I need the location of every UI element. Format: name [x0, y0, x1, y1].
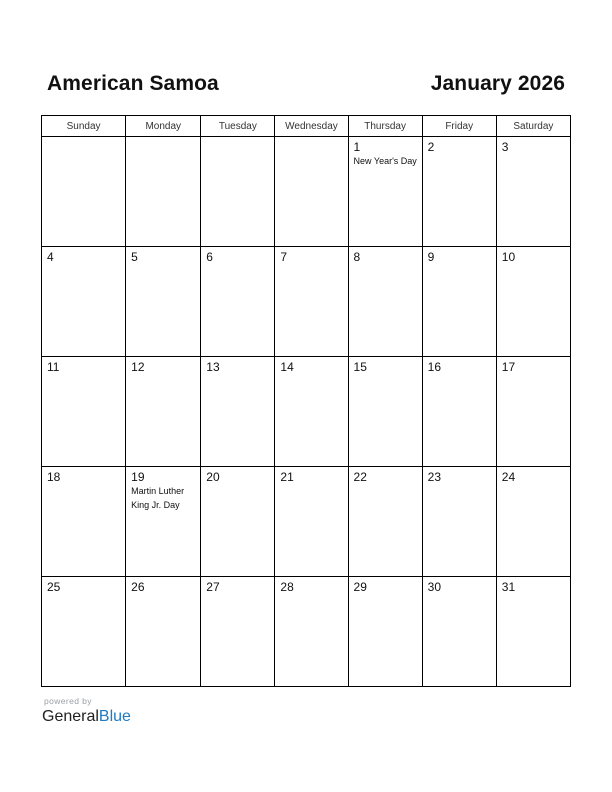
day-cell: [496, 247, 570, 357]
day-number: 2: [427, 140, 435, 154]
brand-name: [42, 708, 131, 726]
day-number: 27: [206, 580, 220, 594]
day-cell: [496, 137, 570, 247]
day-cell: [201, 247, 275, 357]
day-number: 3: [501, 140, 509, 154]
day-number: 26: [131, 580, 145, 594]
day-cell: [348, 137, 422, 247]
holiday-label: Martin Luther King Jr. Day: [131, 486, 185, 510]
day-number: 18: [47, 470, 61, 484]
day-number: 29: [353, 580, 367, 594]
day-cell: [348, 467, 422, 577]
week-row: [42, 577, 571, 687]
holiday-label: New Year's Day: [353, 156, 417, 166]
weekday-saturday: Saturday: [496, 116, 570, 137]
day-number: 25: [47, 580, 61, 594]
calendar-grid: [41, 115, 571, 687]
month-title: January 2026: [430, 72, 565, 95]
day-cell: [496, 357, 570, 467]
day-cell: [275, 247, 348, 357]
day-number: 20: [206, 470, 220, 484]
day-number: 9: [427, 250, 435, 264]
country-title: American Samoa: [47, 72, 219, 95]
day-cell: [126, 357, 201, 467]
day-number: 14: [280, 360, 294, 374]
day-cell: [348, 357, 422, 467]
day-cell: [422, 357, 496, 467]
day-cell: [126, 247, 201, 357]
day-cell: [42, 247, 126, 357]
day-cell: [348, 247, 422, 357]
day-number: 7: [280, 250, 288, 264]
day-number: 21: [280, 470, 294, 484]
weekday-monday: Monday: [126, 116, 201, 137]
powered-by-text: powered by: [44, 696, 92, 706]
day-cell: [42, 137, 126, 247]
day-number: 13: [206, 360, 220, 374]
generalblue-logo[interactable]: [42, 696, 131, 726]
weekday-friday: Friday: [422, 116, 496, 137]
day-cell: [201, 467, 275, 577]
day-cell: [201, 577, 275, 687]
day-cell: [126, 577, 201, 687]
day-number: 23: [427, 470, 442, 484]
day-cell: [422, 577, 496, 687]
day-cell: [275, 137, 348, 247]
day-number: 31: [501, 580, 516, 594]
day-number: 15: [353, 360, 367, 374]
day-number: 17: [501, 360, 516, 374]
day-cell: [42, 357, 126, 467]
day-number: 30: [427, 580, 442, 594]
weekday-header-row: [42, 116, 571, 137]
day-number: 11: [47, 360, 60, 374]
day-cell: [422, 467, 496, 577]
day-number: 5: [131, 250, 138, 264]
day-cell: [348, 577, 422, 687]
day-number: 19: [131, 470, 145, 484]
week-row: [42, 137, 571, 247]
weekday-thursday: Thursday: [348, 116, 422, 137]
day-cell: [275, 357, 348, 467]
day-number: 10: [501, 250, 516, 264]
day-cell: [42, 577, 126, 687]
day-cell: [422, 247, 496, 357]
day-cell: [496, 467, 570, 577]
day-number: 16: [427, 360, 442, 374]
day-number: 12: [131, 360, 145, 374]
day-cell: [275, 467, 348, 577]
day-cell: [422, 137, 496, 247]
weekday-sunday: Sunday: [42, 116, 126, 137]
day-number: 8: [353, 250, 361, 264]
day-number: 4: [47, 250, 54, 264]
week-row: [42, 467, 571, 577]
day-number: 28: [280, 580, 294, 594]
day-cell: [126, 467, 201, 577]
day-cell: [201, 357, 275, 467]
weekday-wednesday: Wednesday: [275, 116, 348, 137]
day-number: 24: [501, 470, 516, 484]
day-cell: [201, 137, 275, 247]
weekday-tuesday: Tuesday: [201, 116, 275, 137]
day-number: 6: [206, 250, 213, 264]
week-row: [42, 357, 571, 467]
week-row: [42, 247, 571, 357]
day-number: 1: [353, 140, 361, 154]
day-cell: [496, 577, 570, 687]
day-cell: [126, 137, 201, 247]
brand-general-text: General: [42, 708, 99, 725]
day-number: 22: [353, 470, 367, 484]
brand-blue-text: Blue: [98, 708, 131, 725]
day-cell: [275, 577, 348, 687]
day-cell: [42, 467, 126, 577]
